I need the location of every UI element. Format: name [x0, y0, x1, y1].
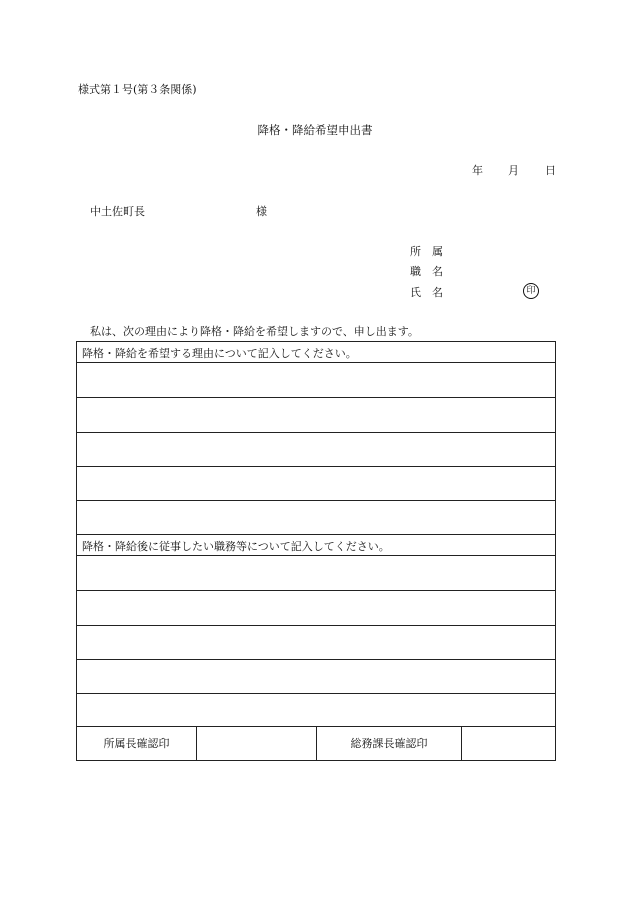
application-table [76, 341, 556, 761]
addressee-honorific: 様 [256, 205, 267, 218]
duties-label: 降格・降給後に従事したい職務等について記入してください。 [82, 540, 390, 553]
confirmation-row [77, 727, 555, 761]
reason-entry-row[interactable] [77, 467, 555, 501]
form-number: 様式第１号(第３条関係) [78, 83, 197, 96]
reason-entry-row[interactable] [77, 398, 555, 433]
document-title: 降格・降給希望申出書 [257, 123, 373, 137]
reason-label: 降格・降給を希望する理由について記入してください。 [82, 347, 357, 360]
reason-entry-row[interactable] [77, 501, 555, 535]
reason-entry-row[interactable] [77, 363, 555, 398]
duties-label-row [77, 535, 555, 556]
affiliation-head-seal-label: 所属長確認印 [77, 727, 197, 761]
general-affairs-head-seal-label: 総務課長確認印 [317, 727, 462, 761]
date-day: 日 [545, 164, 556, 177]
duties-entry-row[interactable] [77, 556, 555, 591]
date-month: 月 [508, 164, 519, 177]
general-affairs-head-seal-box[interactable] [462, 727, 555, 761]
reason-entry-row[interactable] [77, 433, 555, 467]
addressee-name: 中土佐町長 [90, 205, 145, 218]
seal-mark: 印 [523, 283, 539, 299]
affiliation-head-seal-box[interactable] [197, 727, 317, 761]
duties-entry-row[interactable] [77, 694, 555, 727]
statement-text: 私は、次の理由により降格・降給を希望しますので、申し出ます。 [90, 325, 419, 338]
duties-entry-row[interactable] [77, 626, 555, 660]
duties-entry-row[interactable] [77, 660, 555, 694]
date-year: 年 [472, 164, 483, 177]
duties-entry-row[interactable] [77, 591, 555, 626]
reason-label-row [77, 342, 555, 363]
